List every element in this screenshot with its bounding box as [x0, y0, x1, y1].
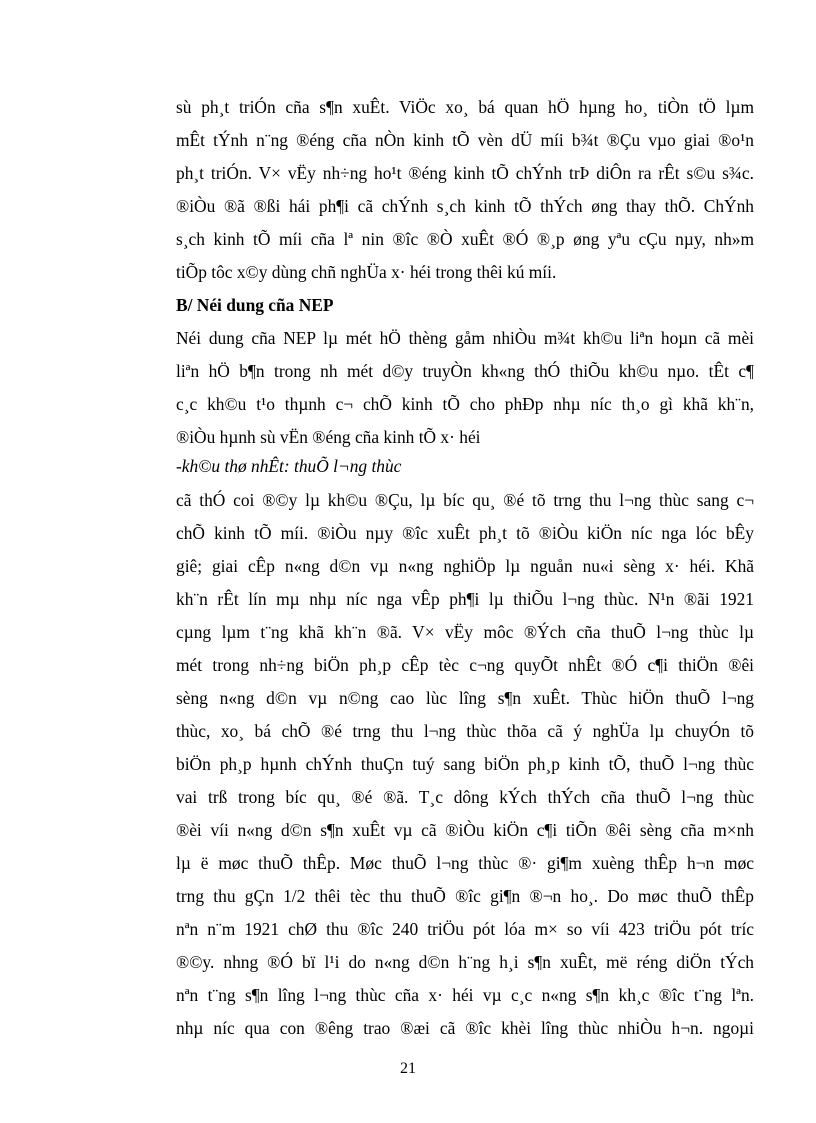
text-line: sù ph¸t triÓn cña s¶n xuÊt. ViÖc xo¸ bá quan hÖ hµng ho¸ tiÒn tÖ lµm: [176, 97, 754, 117]
subsection-heading: -kh©u thø nhÊt: thuÕ l¬ng thùc: [176, 456, 402, 476]
text-line: thùc, xo¸ bá chÕ ®é trng thu l¬ng thùc thõa cã ý nghÜa lµ chuyÓn tõ: [176, 721, 754, 741]
text-line: tiÕp tôc x©y dùng chñ nghÜa x· héi trong thêi kú míi.: [176, 262, 557, 282]
text-line: biÖn ph¸p hµnh chÝnh thuÇn tuý sang biÖn ph¸p kinh tÕ, thuÕ l¬ng thùc: [176, 754, 754, 774]
text-line: ph¸t triÓn. V× vËy nh÷ng ho¹t ®éng kinh tÕ chÝnh trÞ diÔn ra rÊt s©u s¾c.: [176, 163, 754, 183]
text-line: cµng lµm t¨ng khã kh¨n ®ã. V× vËy môc ®Ých cña thuÕ l¬ng thùc lµ: [176, 622, 754, 642]
text-line: ®iÒu ®ã ®ßi hái ph¶i cã chÝnh s¸ch kinh tÕ thÝch øng thay thÕ. ChÝnh: [176, 196, 754, 216]
text-line: vai trß trong bíc qu¸ ®é ®ã. T¸c dông kÝch thÝch cña thuÕ l¬ng thùc: [176, 787, 754, 807]
text-line: ®©y. nhng ®Ó bï l¹i do n«ng d©n h¨ng h¸i s¶n xuÊt, më réng diÖn tÝch: [176, 952, 754, 972]
text-line: cã thÓ coi ®©y lµ kh©u ®Çu, lµ bíc qu¸ ®é tõ trng thu l¬ng thùc sang c¬: [176, 490, 754, 510]
text-line: ®iÒu hµnh sù vËn ®éng cña kinh tÕ x· héi: [176, 427, 481, 447]
text-line: sèng n«ng d©n vµ n©ng cao lùc lîng s¶n xuÊt. Thùc hiÖn thuÕ l¬ng: [176, 688, 754, 708]
text-line: giê; giai cÊp n«ng d©n vµ n«ng nghiÖp lµ nguån nu«i sèng x· héi. Khã: [176, 556, 754, 576]
text-line: lµ ë møc thuÕ thÊp. Møc thuÕ l¬ng thùc ®· gi¶m xuèng thÊp h¬n møc: [176, 853, 754, 873]
text-line: s¸ch kinh tÕ míi cña lª nin ®îc ®Ò xuÊt ®Ó ®¸p øng yªu cÇu nµy, nh»m: [176, 229, 754, 249]
section-heading: B/ Néi dung cña NEP: [176, 295, 334, 315]
text-line: mÊt tÝnh n¨ng ®éng cña nÒn kinh tÕ vèn dÜ míi b¾t ®Çu vµo giai ®o¹n: [176, 130, 754, 150]
text-line: liªn hÖ b¶n trong nh mét d©y truyÒn kh«ng thÓ thiÕu kh©u nµo. tÊt c¶: [176, 361, 754, 381]
text-line: chÕ kinh tÕ míi. ®iÒu nµy ®îc xuÊt ph¸t tõ ®iÒu kiÖn níc nga lóc bÊy: [176, 523, 754, 543]
text-line: ®èi víi n«ng d©n s¶n xuÊt vµ cã ®iÒu kiÖn c¶i tiÕn ®êi sèng cña m×nh: [176, 820, 754, 840]
text-line: nªn n¨m 1921 chØ thu ®îc 240 triÖu pót lóa m× so víi 423 triÖu pót tríc: [176, 919, 754, 939]
text-line: kh¨n rÊt lín mµ nhµ níc nga vÊp ph¶i lµ thiÕu l¬ng thùc. N¹n ®ãi 1921: [176, 589, 754, 609]
page-number: 21: [400, 1060, 416, 1077]
text-line: nªn t¨ng s¶n lîng l¬ng thùc cña x· héi vµ c¸c n«ng s¶n kh¸c ®îc t¨ng lªn.: [176, 985, 754, 1005]
text-line: c¸c kh©u t¹o thµnh c¬ chÕ kinh tÕ cho phÐp nhµ níc th¸o gì khã kh¨n,: [176, 394, 754, 414]
text-line: Néi dung cña NEP lµ mét hÖ thèng gåm nhiÒu m¾t kh©u liªn hoµn cã mèi: [176, 328, 754, 348]
text-line: trng thu gÇn 1/2 thêi tèc thu thuÕ ®îc gi¶n ®¬n ho¸. Do møc thuÕ thÊp: [176, 886, 754, 906]
text-line: mét trong nh÷ng biÖn ph¸p cÊp tèc c¬ng quyÕt nhÊt ®Ó c¶i thiÖn ®êi: [176, 655, 754, 675]
text-line: nhµ níc qua con ®êng trao ®æi cã ®îc khèi lîng thùc nhiÒu h¬n. ngoµi: [176, 1018, 754, 1038]
